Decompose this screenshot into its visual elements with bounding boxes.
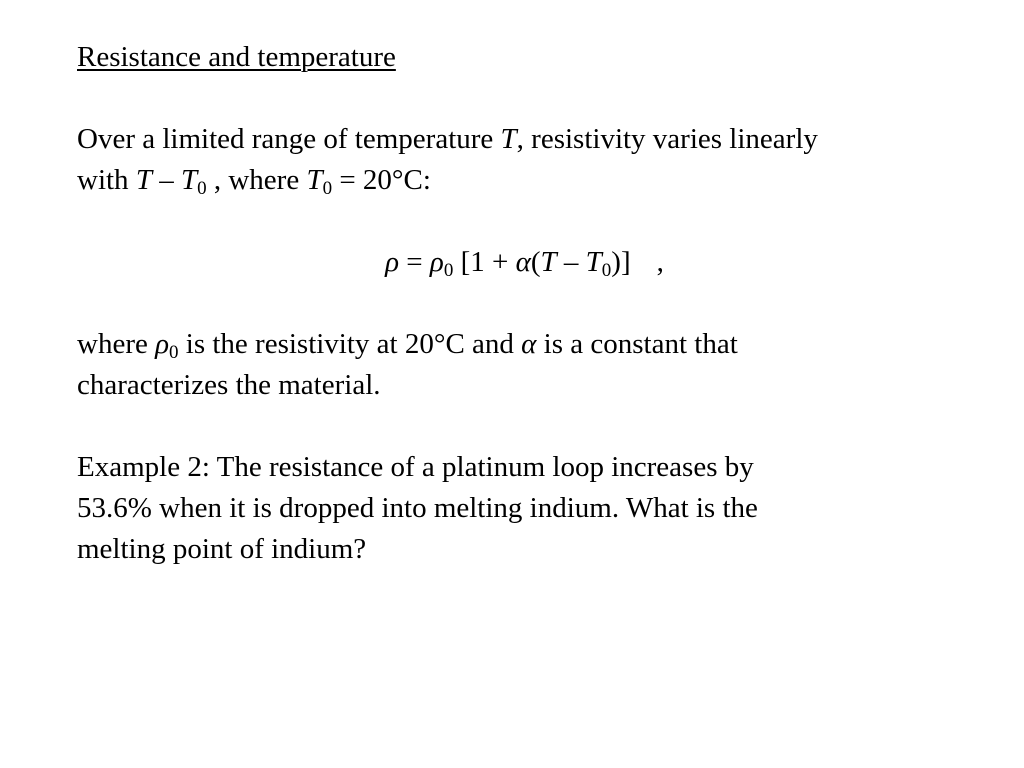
text-run: is a constant that [536, 328, 738, 360]
text-run: where [77, 328, 156, 360]
alpha-symbol: α [521, 328, 537, 360]
subscript-zero: 0 [197, 178, 207, 199]
text-run: Over a limited range of temperature [77, 123, 501, 155]
slide-title: Resistance and temperature [77, 41, 396, 73]
variable-t: T [540, 246, 557, 278]
variable-t0: T [306, 164, 323, 196]
example-line-2: 53.6% when it is dropped into melting indium. What is the [77, 492, 758, 524]
rho0-symbol: ρ [429, 246, 444, 278]
paragraph-2-line-2: characterizes the material. [77, 369, 381, 401]
text-run: with [77, 164, 136, 196]
paragraph-1-line-1 [77, 122, 818, 156]
text-run: = 20°C: [332, 164, 431, 196]
comma: , [656, 246, 664, 278]
rho0-symbol: ρ [155, 328, 170, 360]
example-line-1: Example 2: The resistance of a platinum loop increases by [77, 451, 754, 483]
equals-sign: = [399, 246, 430, 278]
text-run: , where [206, 164, 307, 196]
variable-t0: T [180, 164, 198, 196]
paren-open: ( [530, 246, 541, 278]
paragraph-2-line-1 [77, 327, 738, 361]
rho-symbol: ρ [385, 246, 400, 278]
bracket-close: )] [611, 246, 631, 278]
example-line-3: melting point of indium? [77, 533, 367, 565]
paragraph-1-line-2 [77, 163, 431, 197]
subscript-zero: 0 [169, 342, 179, 363]
minus-sign: – [556, 246, 586, 278]
resistivity-equation [0, 245, 1024, 279]
text-run: is the resistivity at 20°C and [178, 328, 522, 360]
minus-sign: – [151, 164, 181, 196]
subscript-zero: 0 [601, 260, 612, 281]
variable-t: T [135, 164, 152, 196]
subscript-zero: 0 [443, 260, 454, 281]
subscript-zero: 0 [322, 178, 333, 199]
text-run: [1 + [453, 246, 516, 278]
variable-t0: T [585, 246, 602, 278]
alpha-symbol: α [515, 246, 531, 278]
variable-t: T [500, 123, 517, 155]
text-run: , resistivity varies linearly [516, 123, 818, 155]
